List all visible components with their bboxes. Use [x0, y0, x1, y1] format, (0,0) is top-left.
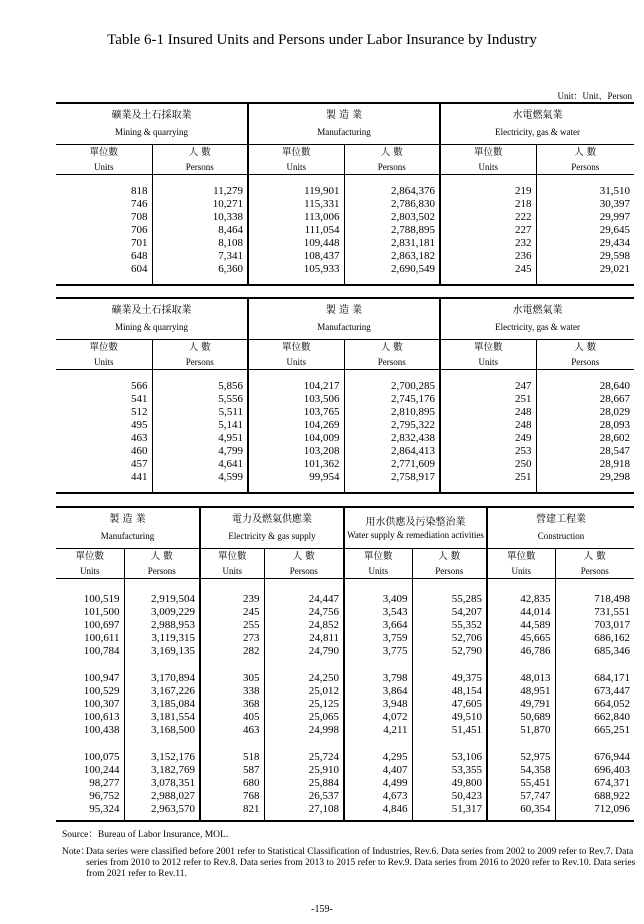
table-cell: 673,447 [555, 685, 634, 698]
table-cell: 28,093 [536, 419, 634, 432]
table-cell: 24,998 [264, 724, 344, 737]
table-cell: 2,771,609 [344, 458, 440, 471]
table-row [56, 685, 634, 698]
table-cell: 28,640 [536, 380, 634, 393]
table-cell: 31,510 [536, 185, 634, 198]
table-cell: 4,673 [344, 790, 412, 803]
table-cell: 541 [131, 393, 148, 405]
table-cell: 25,065 [264, 711, 344, 724]
table-cell: 662,840 [555, 711, 634, 724]
table-cell: 8,464 [152, 224, 248, 237]
table-cell: 27,108 [264, 803, 344, 816]
table-cell: 2,690,549 [344, 263, 440, 276]
table-cell: 248 [440, 406, 536, 419]
table-cell: 664,052 [555, 698, 634, 711]
table-cell: 49,375 [412, 672, 487, 685]
table-cell: 55,285 [412, 593, 487, 606]
table-row [56, 458, 634, 471]
group-header: 水電燃氣業 Electricity, gas & water [440, 299, 634, 340]
table-cell: 248 [440, 419, 536, 432]
column-header: 單位數 Units [440, 145, 536, 175]
table-cell: 746 [131, 198, 148, 210]
table-cell: 44,014 [487, 606, 555, 619]
table-cell: 249 [440, 432, 536, 445]
table-cell: 818 [131, 185, 148, 197]
table-cell: 227 [440, 224, 536, 237]
table-cell: 2,988,953 [124, 619, 200, 632]
table-cell: 2,864,413 [344, 445, 440, 458]
table-cell: 5,556 [152, 393, 248, 406]
table-cell: 99,954 [248, 471, 344, 484]
table-cell: 28,547 [536, 445, 634, 458]
table-cell: 4,295 [344, 751, 412, 764]
table-cell: 103,208 [248, 445, 344, 458]
table-cell: 305 [200, 672, 264, 685]
column-header: 單位數 Units [487, 549, 555, 579]
table-row [56, 724, 634, 737]
table-row [56, 393, 634, 406]
spacer-row [56, 276, 634, 284]
table-cell: 49,791 [487, 698, 555, 711]
table-cell: 45,665 [487, 632, 555, 645]
table-cell: 100,519 [83, 593, 120, 605]
table-cell: 101,500 [83, 606, 120, 618]
table-cell: 708 [131, 211, 148, 223]
table-cell: 4,499 [344, 777, 412, 790]
column-header: 人 數 Persons [344, 145, 440, 175]
table-cell: 28,667 [536, 393, 634, 406]
table-cell: 255 [200, 619, 264, 632]
source-note: Source：Bureau of Labor Insurance, MOL. [62, 830, 229, 840]
table-section-3 [56, 506, 634, 822]
table-cell: 731,551 [555, 606, 634, 619]
table-row [56, 406, 634, 419]
table-cell: 100,611 [84, 632, 120, 644]
group-header: 製 造 業 Manufacturing [56, 508, 200, 549]
table-cell: 100,947 [83, 672, 120, 684]
column-header: 人 數 Persons [536, 340, 634, 370]
table-row [56, 764, 634, 777]
table-row [56, 445, 634, 458]
spacer-row [56, 816, 634, 820]
table-cell: 4,799 [152, 445, 248, 458]
table-cell: 676,944 [555, 751, 634, 764]
table-cell: 712,096 [555, 803, 634, 816]
table-cell: 104,009 [248, 432, 344, 445]
table-cell: 119,901 [248, 185, 344, 198]
table-cell: 29,598 [536, 250, 634, 263]
table-cell: 24,447 [264, 593, 344, 606]
table-cell: 239 [200, 593, 264, 606]
table-cell: 50,689 [487, 711, 555, 724]
table-cell: 98,277 [89, 777, 120, 789]
column-header: 人 數 Persons [344, 340, 440, 370]
table-cell: 222 [440, 211, 536, 224]
table-cell: 57,747 [487, 790, 555, 803]
table-cell: 24,756 [264, 606, 344, 619]
table-cell: 251 [440, 393, 536, 406]
column-header: 單位數 Units [440, 340, 536, 370]
table-cell: 28,602 [536, 432, 634, 445]
table-row [56, 606, 634, 619]
table-cell: 2,745,176 [344, 393, 440, 406]
table-row [56, 198, 634, 211]
table-cell: 24,852 [264, 619, 344, 632]
table-row [56, 593, 634, 606]
table-cell: 703,017 [555, 619, 634, 632]
spacer-row [56, 370, 634, 381]
table-cell: 29,997 [536, 211, 634, 224]
table-cell: 232 [440, 237, 536, 250]
table-cell: 3,759 [344, 632, 412, 645]
table-cell: 2,810,895 [344, 406, 440, 419]
table-cell: 104,217 [248, 380, 344, 393]
spacer-row [56, 175, 634, 186]
table-cell: 686,162 [555, 632, 634, 645]
table-cell: 2,788,895 [344, 224, 440, 237]
group-header: 製 造 業 Manufacturing [248, 299, 440, 340]
table-row [56, 185, 634, 198]
table-cell: 236 [440, 250, 536, 263]
table-cell: 46,786 [487, 645, 555, 658]
table-row [56, 380, 634, 393]
table-row [56, 803, 634, 816]
table-row [56, 237, 634, 250]
footnote [62, 847, 636, 880]
table-cell: 44,589 [487, 619, 555, 632]
table-cell: 104,269 [248, 419, 344, 432]
table-cell: 51,870 [487, 724, 555, 737]
table-cell: 718,498 [555, 593, 634, 606]
footnote-label: Note： [62, 847, 90, 857]
table-cell: 115,331 [248, 198, 344, 211]
table-cell: 49,800 [412, 777, 487, 790]
table-row [56, 224, 634, 237]
table-cell: 457 [131, 458, 148, 470]
table-cell: 108,437 [248, 250, 344, 263]
column-header: 人 數 Persons [412, 549, 487, 579]
column-header: 單位數 Units [248, 340, 344, 370]
group-header: 水電燃氣業 Electricity, gas & water [440, 104, 634, 145]
table-cell: 24,790 [264, 645, 344, 658]
table-cell: 25,125 [264, 698, 344, 711]
table-cell: 51,451 [412, 724, 487, 737]
data-table-2 [56, 299, 634, 492]
column-header: 單位數 Units [344, 549, 412, 579]
column-header: 人 數 Persons [536, 145, 634, 175]
table-cell: 3,167,226 [124, 685, 200, 698]
table-cell: 96,752 [89, 790, 120, 802]
table-section-1 [56, 102, 634, 286]
table-cell: 100,529 [83, 685, 120, 697]
table-cell: 10,271 [152, 198, 248, 211]
table-cell: 100,307 [83, 698, 120, 710]
table-cell: 3,009,229 [124, 606, 200, 619]
table-cell: 368 [200, 698, 264, 711]
column-header: 單位數 Units [56, 145, 152, 175]
table-cell: 3,948 [344, 698, 412, 711]
table-cell: 247 [440, 380, 536, 393]
table-cell: 4,846 [344, 803, 412, 816]
table-cell: 3,864 [344, 685, 412, 698]
table-row [56, 751, 634, 764]
table-cell: 701 [131, 237, 148, 249]
table-cell: 665,251 [555, 724, 634, 737]
table-cell: 2,758,917 [344, 471, 440, 484]
data-table-1 [56, 104, 634, 284]
table-cell: 48,013 [487, 672, 555, 685]
table-cell: 5,856 [152, 380, 248, 393]
table-cell: 7,341 [152, 250, 248, 263]
table-cell: 53,355 [412, 764, 487, 777]
table-cell: 109,448 [248, 237, 344, 250]
table-cell: 28,918 [536, 458, 634, 471]
column-header: 單位數 Units [56, 549, 124, 579]
table-row [56, 790, 634, 803]
table-cell: 29,298 [536, 471, 634, 484]
table-cell: 4,072 [344, 711, 412, 724]
column-header: 人 數 Persons [124, 549, 200, 579]
table-cell: 463 [200, 724, 264, 737]
table-cell: 53,106 [412, 751, 487, 764]
table-cell: 685,346 [555, 645, 634, 658]
table-cell: 273 [200, 632, 264, 645]
group-header: 用水供應及污染整治業 Water supply & remediation activities [344, 508, 487, 549]
table-cell: 684,171 [555, 672, 634, 685]
table-cell: 3,775 [344, 645, 412, 658]
table-cell: 3,170,894 [124, 672, 200, 685]
table-cell: 604 [131, 263, 148, 275]
table-cell: 103,765 [248, 406, 344, 419]
table-row [56, 263, 634, 276]
group-header: 營建工程業 Construction [487, 508, 634, 549]
table-cell: 100,438 [83, 724, 120, 736]
table-cell: 2,786,830 [344, 198, 440, 211]
table-cell: 4,211 [344, 724, 412, 737]
table-cell: 3,409 [344, 593, 412, 606]
table-cell: 5,141 [152, 419, 248, 432]
table-cell: 25,884 [264, 777, 344, 790]
column-header: 人 數 Persons [152, 145, 248, 175]
table-cell: 54,207 [412, 606, 487, 619]
table-cell: 55,352 [412, 619, 487, 632]
table-row [56, 632, 634, 645]
table-cell: 24,811 [264, 632, 344, 645]
data-table-3 [56, 508, 634, 820]
page-title: Table 6-1 Insured Units and Persons under Labor Insurance by Industry [107, 32, 537, 48]
table-cell: 821 [200, 803, 264, 816]
table-cell: 2,863,182 [344, 250, 440, 263]
table-cell: 253 [440, 445, 536, 458]
table-cell: 47,605 [412, 698, 487, 711]
table-cell: 25,724 [264, 751, 344, 764]
table-row [56, 432, 634, 445]
table-cell: 28,029 [536, 406, 634, 419]
table-row [56, 711, 634, 724]
table-cell: 3,664 [344, 619, 412, 632]
table-cell: 11,279 [152, 185, 248, 198]
table-cell: 105,933 [248, 263, 344, 276]
table-cell: 54,358 [487, 764, 555, 777]
table-cell: 100,784 [83, 645, 120, 657]
table-cell: 52,706 [412, 632, 487, 645]
table-cell: 688,922 [555, 790, 634, 803]
group-header: 製 造 業 Manufacturing [248, 104, 440, 145]
spacer-row [56, 484, 634, 492]
table-cell: 48,154 [412, 685, 487, 698]
table-cell: 2,919,504 [124, 593, 200, 606]
table-cell: 50,423 [412, 790, 487, 803]
column-header: 單位數 Units [200, 549, 264, 579]
table-row [56, 250, 634, 263]
table-cell: 2,831,181 [344, 237, 440, 250]
group-header: 礦業及土石採取業 Mining & quarrying [56, 104, 248, 145]
table-cell: 3,119,315 [124, 632, 200, 645]
table-cell: 10,338 [152, 211, 248, 224]
table-row [56, 211, 634, 224]
table-cell: 282 [200, 645, 264, 658]
table-cell: 2,803,502 [344, 211, 440, 224]
table-cell: 245 [440, 263, 536, 276]
table-row [56, 672, 634, 685]
table-cell: 29,434 [536, 237, 634, 250]
table-cell: 52,790 [412, 645, 487, 658]
table-cell: 441 [131, 471, 148, 483]
table-cell: 113,006 [248, 211, 344, 224]
column-header: 人 數 Persons [555, 549, 634, 579]
table-cell: 29,645 [536, 224, 634, 237]
table-cell: 55,451 [487, 777, 555, 790]
table-cell: 51,317 [412, 803, 487, 816]
table-cell: 3,185,084 [124, 698, 200, 711]
table-cell: 460 [131, 445, 148, 457]
page-number: -159- [311, 904, 333, 915]
group-header: 電力及燃氣供應業 Electricity & gas supply [200, 508, 344, 549]
table-cell: 768 [200, 790, 264, 803]
footnote-text: Data series were classified before 2001 refer to Statistical Classification of Industries, Rev.6. Data series from 2002 to 2009 refer to Rev.7. Data series from 2010 to 2012 refer to Rev.8. Data series from 2013 to 2015 refer to Rev.9. Data series from 2016 to 2020 refer to Rev.10. Data series from 2021 refer to Rev.11. [86, 847, 636, 879]
table-cell: 696,403 [555, 764, 634, 777]
table-cell: 25,910 [264, 764, 344, 777]
spacer-row [56, 737, 634, 751]
table-row [56, 619, 634, 632]
table-cell: 219 [440, 185, 536, 198]
table-cell: 251 [440, 471, 536, 484]
table-cell: 3,078,351 [124, 777, 200, 790]
table-cell: 100,244 [83, 764, 120, 776]
column-header: 單位數 Units [56, 340, 152, 370]
table-cell: 6,360 [152, 263, 248, 276]
table-cell: 2,963,570 [124, 803, 200, 816]
table-cell: 101,362 [248, 458, 344, 471]
table-cell: 3,169,135 [124, 645, 200, 658]
spacer-row [56, 658, 634, 672]
table-cell: 405 [200, 711, 264, 724]
table-cell: 8,108 [152, 237, 248, 250]
table-row [56, 645, 634, 658]
table-cell: 566 [131, 380, 148, 392]
table-cell: 4,599 [152, 471, 248, 484]
table-cell: 48,951 [487, 685, 555, 698]
table-cell: 2,864,376 [344, 185, 440, 198]
table-cell: 518 [200, 751, 264, 764]
table-cell: 3,181,554 [124, 711, 200, 724]
table-cell: 3,543 [344, 606, 412, 619]
table-cell: 100,075 [83, 751, 120, 763]
table-cell: 100,697 [83, 619, 120, 631]
table-cell: 29,021 [536, 263, 634, 276]
table-cell: 60,354 [487, 803, 555, 816]
column-header: 人 數 Persons [264, 549, 344, 579]
table-cell: 706 [131, 224, 148, 236]
table-cell: 3,152,176 [124, 751, 200, 764]
table-cell: 52,975 [487, 751, 555, 764]
group-header: 礦業及土石採取業 Mining & quarrying [56, 299, 248, 340]
table-cell: 3,168,500 [124, 724, 200, 737]
table-cell: 2,988,027 [124, 790, 200, 803]
table-cell: 5,511 [152, 406, 248, 419]
table-row [56, 698, 634, 711]
table-cell: 111,054 [248, 224, 344, 237]
table-cell: 100,613 [83, 711, 120, 723]
table-cell: 103,506 [248, 393, 344, 406]
table-cell: 250 [440, 458, 536, 471]
table-cell: 4,951 [152, 432, 248, 445]
column-header: 人 數 Persons [152, 340, 248, 370]
table-section-2 [56, 297, 634, 494]
column-header: 單位數 Units [248, 145, 344, 175]
table-cell: 3,182,769 [124, 764, 200, 777]
table-cell: 338 [200, 685, 264, 698]
table-cell: 25,012 [264, 685, 344, 698]
table-cell: 24,250 [264, 672, 344, 685]
table-cell: 2,700,285 [344, 380, 440, 393]
table-cell: 42,835 [487, 593, 555, 606]
table-cell: 95,324 [89, 803, 120, 815]
table-row [56, 777, 634, 790]
table-cell: 4,641 [152, 458, 248, 471]
table-cell: 463 [131, 432, 148, 444]
table-cell: 512 [131, 406, 148, 418]
table-cell: 495 [131, 419, 148, 431]
spacer-row [56, 579, 634, 594]
table-cell: 3,798 [344, 672, 412, 685]
table-cell: 674,371 [555, 777, 634, 790]
table-cell: 2,795,322 [344, 419, 440, 432]
table-cell: 218 [440, 198, 536, 211]
table-cell: 587 [200, 764, 264, 777]
unit-label: Unit：Unit、Person [557, 91, 632, 101]
table-cell: 4,407 [344, 764, 412, 777]
table-cell: 2,832,438 [344, 432, 440, 445]
table-cell: 648 [131, 250, 148, 262]
table-cell: 680 [200, 777, 264, 790]
table-cell: 245 [200, 606, 264, 619]
table-row [56, 419, 634, 432]
table-row [56, 471, 634, 484]
table-cell: 30,397 [536, 198, 634, 211]
table-cell: 49,510 [412, 711, 487, 724]
table-cell: 26,537 [264, 790, 344, 803]
